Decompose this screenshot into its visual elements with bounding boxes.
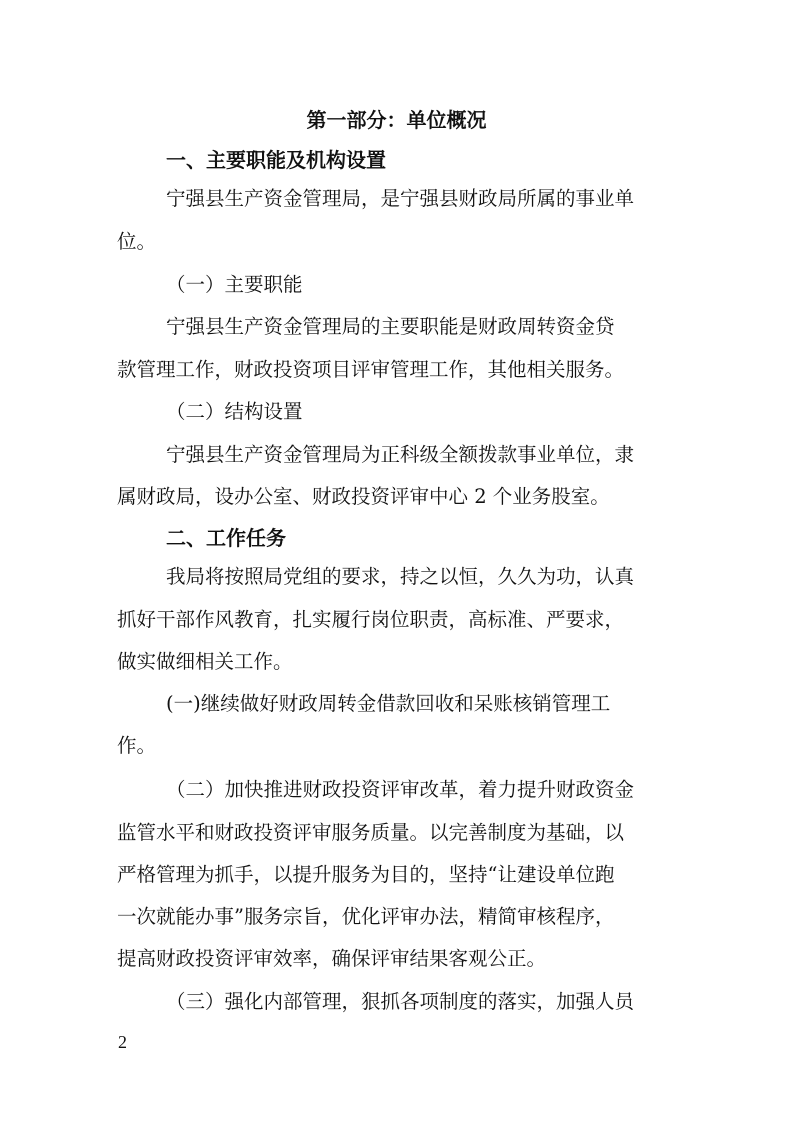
- paragraph-line: 我局将按照局党组的要求，持之以恒，久久为功，认真: [166, 565, 635, 588]
- subsection-heading-2: （二）结构设置: [166, 400, 303, 423]
- paragraph-line: （二）加快推进财政投资评审改革，着力提升财政资金: [166, 778, 635, 801]
- paragraph-line: 一次就能办事”服务宗旨，优化评审办法，精简审核程序，: [117, 905, 615, 928]
- page-number: 2: [118, 1032, 127, 1052]
- section-heading-1: 一、主要职能及机构设置: [166, 148, 386, 172]
- paragraph-line: 监管水平和财政投资评审服务质量。以完善制度为基础，以: [117, 821, 625, 844]
- paragraph-line: 属财政局，设办公室、财政投资评审中心 2 个业务股室。: [117, 485, 610, 508]
- paragraph-line: (一)继续做好财政周转金借款回收和呆账核销管理工: [166, 692, 611, 715]
- paragraph-line: 宁强县生产资金管理局，是宁强县财政局所属的事业单: [166, 187, 635, 210]
- page-title: 第一部分：单位概况: [306, 108, 487, 132]
- paragraph-line: 款管理工作，财政投资项目评审管理工作，其他相关服务。: [117, 358, 625, 381]
- paragraph-line: 宁强县生产资金管理局的主要职能是财政周转资金贷: [166, 315, 615, 338]
- paragraph-line: 提高财政投资评审效率，确保评审结果客观公正。: [117, 947, 547, 970]
- paragraph-line: （三）强化内部管理，狠抓各项制度的落实，加强人员: [166, 990, 635, 1013]
- paragraph-line: 做实做细相关工作。: [117, 650, 293, 673]
- paragraph-line: 位。: [117, 230, 157, 253]
- paragraph-line: 宁强县生产资金管理局为正科级全额拨款事业单位，隶: [166, 443, 635, 466]
- paragraph-line: 作。: [117, 734, 157, 757]
- paragraph-line: 严格管理为抓手，以提升服务为目的，坚持“让建设单位跑: [117, 863, 615, 886]
- subsection-heading-1: （一）主要职能: [166, 273, 303, 296]
- section-heading-2: 二、工作任务: [166, 526, 286, 550]
- paragraph-line: 抓好干部作风教育，扎实履行岗位职责，高标准、严要求，: [117, 608, 625, 631]
